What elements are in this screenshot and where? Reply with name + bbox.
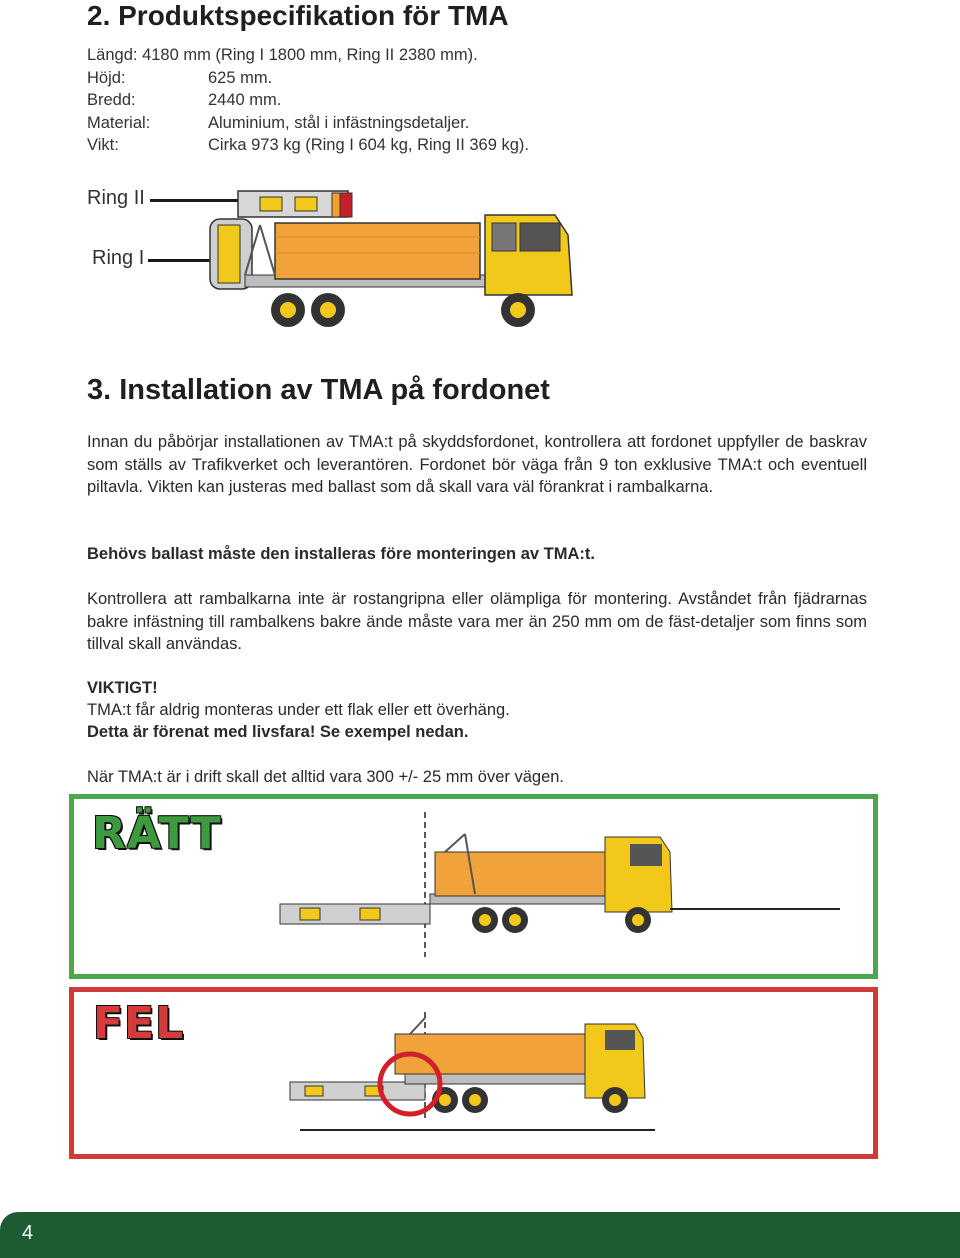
- section2-heading: 2. Produktspecifikation för TMA: [87, 0, 509, 31]
- wrong-mounting-illustration: [285, 1012, 665, 1137]
- cargo-bed: [275, 223, 480, 279]
- spec-value: 2440 mm.: [208, 91, 282, 109]
- ballast-note: Behövs ballast måste den installeras före monteringen av TMA:t.: [87, 545, 595, 563]
- height-note: När TMA:t är i drift skall det alltid vara 300 +/- 25 mm över vägen.: [87, 768, 565, 786]
- spec-label: Vikt:: [87, 136, 119, 154]
- frame-check-paragraph: Kontrollera att rambalkarna inte är rostangripna eller olämpliga för montering. Avståndet från fjädrarnas bakre infästning till rambalkens bakre ände måste vara mer än 250 mm om de fäst-detaljer som finns som tillval skall användas.: [87, 590, 867, 653]
- correct-mounting-illustration: [270, 812, 850, 962]
- spec-label: Bredd:: [87, 91, 136, 109]
- spec-value: Aluminium, stål i infästningsdetaljer.: [208, 113, 470, 132]
- spec-list: [87, 44, 529, 157]
- spec-row-width: [87, 89, 529, 112]
- page-footer-bar: [0, 1212, 960, 1258]
- spec-label: Längd:: [87, 46, 138, 64]
- spec-row-material: [87, 112, 529, 135]
- danger-line: Detta är förenat med livsfara! Se exempel nedan.: [87, 723, 469, 741]
- spec-label: Material:: [87, 113, 151, 132]
- section3-heading: 3. Installation av TMA på fordonet: [87, 374, 550, 406]
- cargo-bed: [435, 852, 605, 896]
- ring1-label: Ring I: [92, 247, 145, 269]
- truck-with-tma-illustration: [200, 185, 580, 335]
- warning-title: VIKTIGT!: [87, 679, 158, 697]
- ring2-label: Ring II: [87, 187, 145, 209]
- page-number: 4: [22, 1222, 34, 1244]
- correct-stamp: RÄTT: [92, 808, 222, 859]
- spec-row-weight: [87, 134, 529, 157]
- spec-label: Höjd:: [87, 68, 126, 87]
- spec-value: 4180 mm (Ring I 1800 mm, Ring II 2380 mm).: [142, 46, 478, 64]
- spec-value: 625 mm.: [208, 68, 273, 87]
- spec-value: Cirka 973 kg (Ring I 604 kg, Ring II 369 kg).: [208, 136, 529, 154]
- warning-line: TMA:t får aldrig monteras under ett flak eller ett överhäng.: [87, 701, 510, 719]
- intro-paragraph: Innan du påbörjar installationen av TMA:t på skyddsfordonet, kontrollera att fordonet uppfyller de baskrav som ställs av Trafikverket och leverantören. Fordonet bör väga från 9 ton exklusive TMA:t och eventuell piltavla. Vikten kan justeras med ballast som då skall vara väl förankrat i rambalkarna.: [87, 433, 867, 496]
- cargo-bed: [395, 1034, 585, 1074]
- wrong-stamp: FEL: [93, 998, 185, 1049]
- spec-row-height: [87, 67, 529, 90]
- spec-row-length: [87, 44, 529, 67]
